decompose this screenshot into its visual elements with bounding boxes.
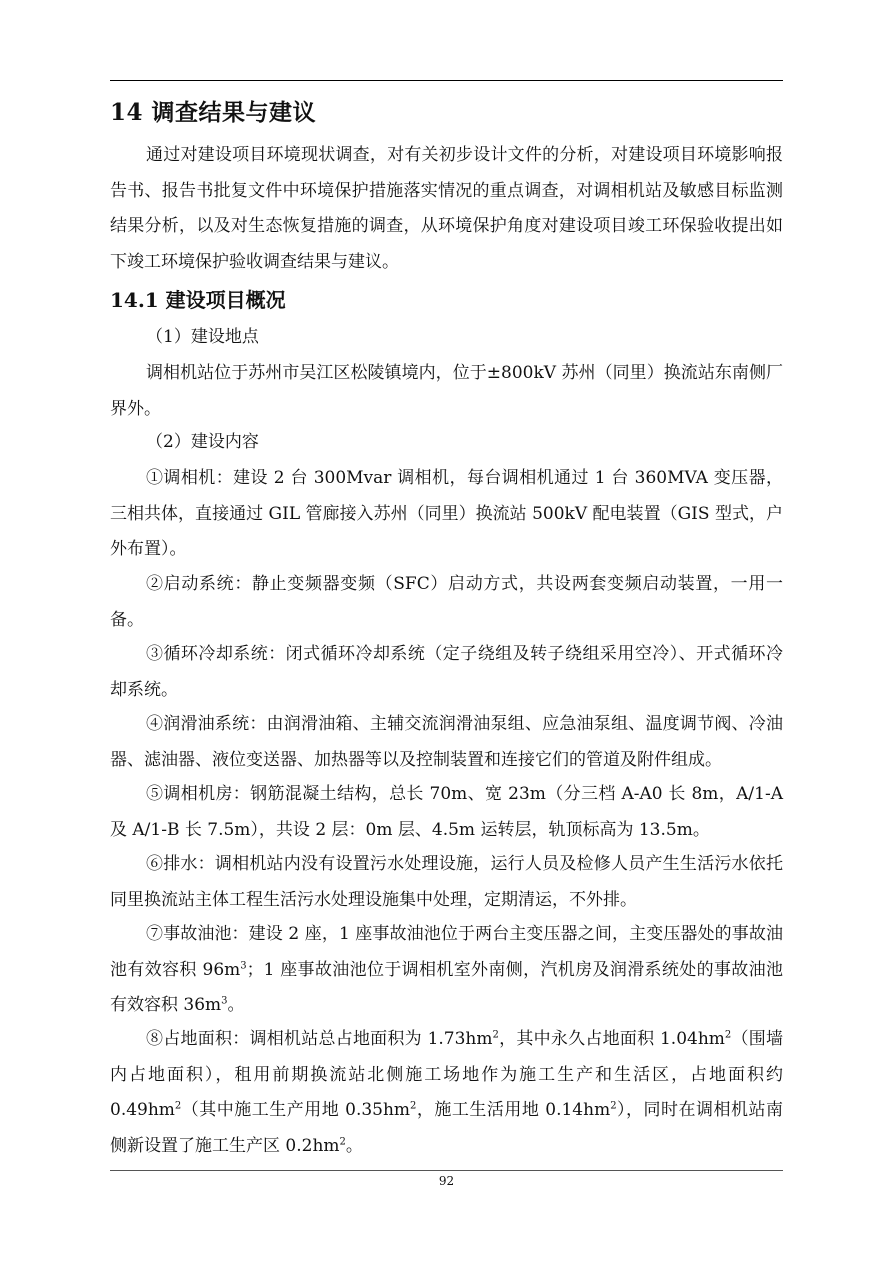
location-paragraph: 调相机站位于苏州市吴江区松陵镇境内，位于±800kV 苏州（同里）换流站东南侧厂界外。 xyxy=(110,363,783,419)
item-2-paragraph: ②启动系统：静止变频器变频（SFC）启动方式，共设两套变频启动装置，一用一备。 xyxy=(110,574,783,630)
superscript: 2 xyxy=(724,1029,732,1041)
footer-rule xyxy=(110,1170,783,1171)
item-5-paragraph: ⑤调相机房：钢筋混凝土结构，总长 70m、宽 23m（分三档 A-A0 长 8m，A/1-A 及 A/1-B 长 7.5m），共设 2 层：0m 层、4.5m 运转层，轨顶标高为 13.5m。 xyxy=(110,784,783,840)
superscript: 2 xyxy=(492,1029,499,1041)
superscript: 2 xyxy=(339,1135,346,1147)
page-number: 92 xyxy=(438,1174,455,1188)
intro-paragraph: 通过对建设项目环境现状调查，对有关初步设计文件的分析，对建设项目环境影响报告书、报告书批复文件中环境保护措施落实情况的重点调查，对调相机站及敏感目标监测结果分析，以及对生态恢复措施的调查，从环境保护角度对建设项目竣工环保验收提出如下竣工环境保护验收调查结果与建议。 xyxy=(110,145,783,272)
superscript: 2 xyxy=(610,1100,617,1112)
subheading-location: （1）建设地点 xyxy=(146,327,259,347)
item-8-text-a: ⑧占地面积：调相机站总占地面积为 1.73hm xyxy=(146,1029,493,1049)
header-rule xyxy=(110,80,783,81)
item-7-paragraph xyxy=(110,917,783,1024)
item-8-text-g: 。 xyxy=(345,1135,363,1156)
item-8-text-b: ，其中永久占地面积 1.04hm xyxy=(498,1029,725,1049)
item-8-text-f: ），同时在调相机站南侧新设置了施工生产区 0.2hm xyxy=(110,1100,783,1156)
superscript: 2 xyxy=(410,1100,417,1112)
superscript: 2 xyxy=(174,1100,182,1112)
item-3-paragraph: ③循环冷却系统：闭式循环冷却系统（定子绕组及转子绕组采用空冷）、开式循环冷却系统。 xyxy=(110,644,783,700)
item-8-text-c: （围墙内占地面积），租用前期换流站北侧施工场地作为施工生产和生活区，占地面积约 0.49hm xyxy=(110,1029,784,1120)
item-4-paragraph: ④润滑油系统：由润滑油箱、主辅交流润滑油泵组、应急油泵组、温度调节阀、冷油器、滤油器、液位变送器、加热器等以及控制装置和连接它们的管道及附件组成。 xyxy=(110,714,783,770)
chapter-heading: 14 调查结果与建议 xyxy=(110,99,317,126)
item-8-text-d: （其中施工生产用地 0.35hm xyxy=(181,1100,411,1120)
item-7-text-b: ；1 座事故油池位于调相机室外南侧，汽机房及润滑系统处的事故油池有效容积 36m xyxy=(110,959,784,1015)
subheading-content: （2）建设内容 xyxy=(146,432,259,452)
item-8-paragraph xyxy=(110,1022,783,1164)
superscript: 3 xyxy=(221,995,228,1007)
section-heading: 14.1 建设项目概况 xyxy=(110,288,286,312)
item-6-paragraph: ⑥排水：调相机站内没有设置污水处理设施，运行人员及检修人员产生生活污水依托同里换流站主体工程生活污水处理设施集中处理，定期清运，不外排。 xyxy=(110,854,783,910)
item-7-text-a: ⑦事故油池：建设 2 座，1 座事故油池位于两台主变压器之间，主变压器处的事故油池有效容积 96m xyxy=(110,924,783,980)
item-8-text-e: ，施工生活用地 0.14hm xyxy=(416,1100,611,1120)
item-1-paragraph: ①调相机：建设 2 台 300Mvar 调相机，每台调相机通过 1 台 360MVA 变压器，三相共体，直接通过 GIL 管廊接入苏州（同里）换流站 500kV 配电装置（GIS 型式，户外布置）。 xyxy=(110,468,783,559)
item-7-text-c: 。 xyxy=(227,995,245,1015)
superscript: 3 xyxy=(240,959,247,971)
